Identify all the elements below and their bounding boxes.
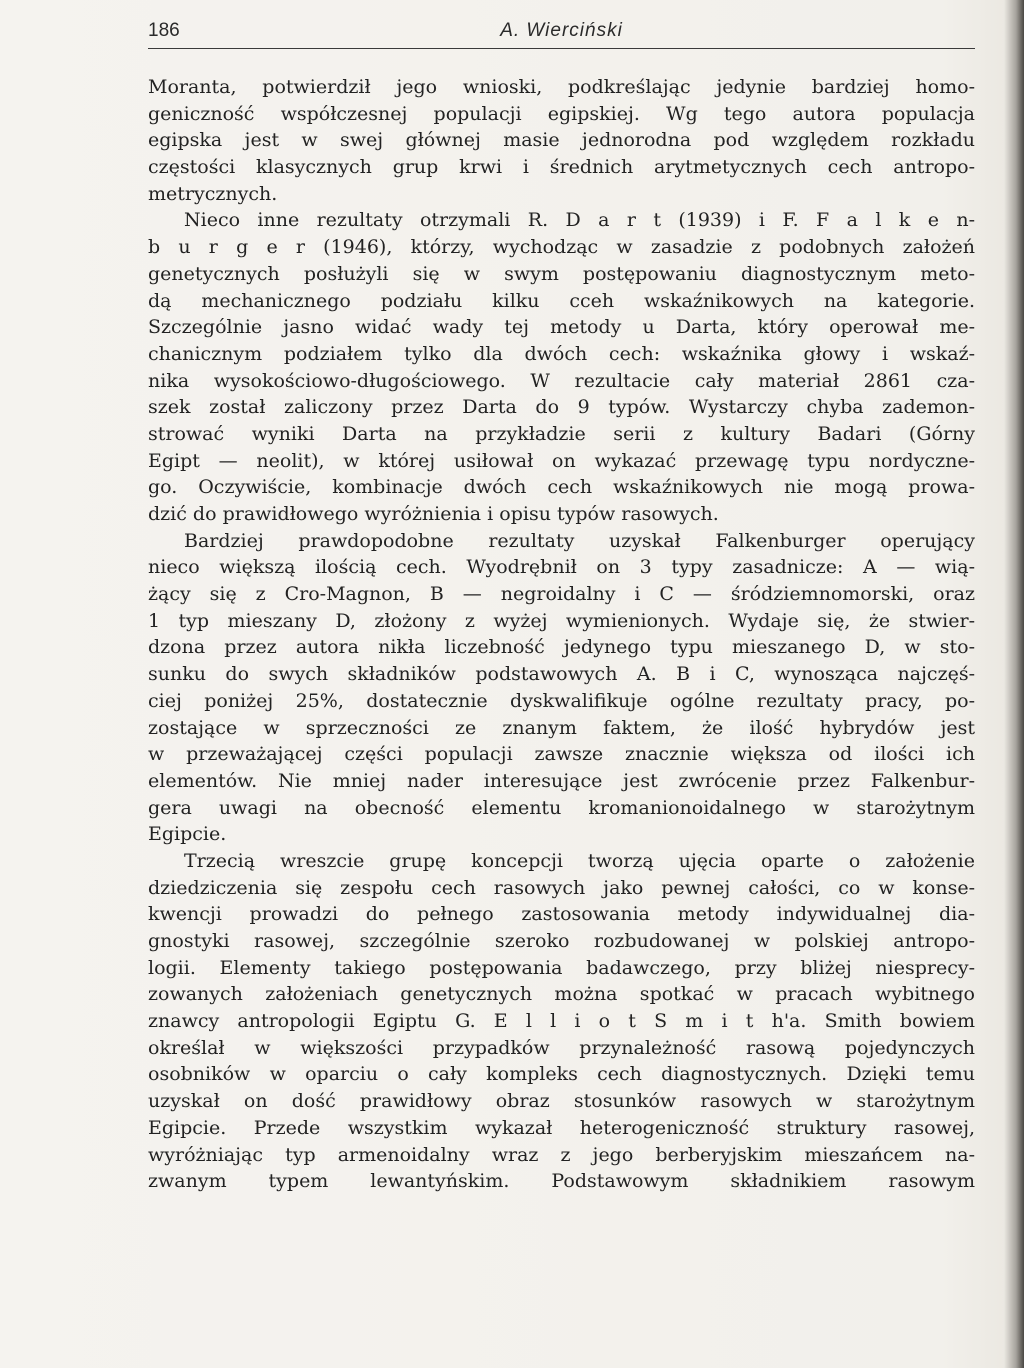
text-line: częstości klasycznych grup krwi i średnich arytmetycznych cech antropo- bbox=[148, 156, 975, 179]
page-header bbox=[148, 18, 975, 49]
text-line: Egipcie. Przede wszystkim wykazał heterogeniczność struktury rasowej, bbox=[148, 1116, 975, 1139]
text-line: dą mechanicznego podziału kilku cceh wskaźnikowych na kategorie. bbox=[148, 289, 975, 312]
text-line: dziedziczenia się zespołu cech rasowych jako pewnej całości, co w konse- bbox=[148, 876, 975, 899]
text-line: uzyskał on dość prawidłowy obraz stosunków rasowych w starożytnym bbox=[148, 1090, 975, 1113]
text-line: zostające w sprzeczności ze znanym faktem, że ilość hybrydów jest bbox=[148, 716, 975, 739]
book-spine-shadow bbox=[1004, 0, 1024, 1368]
text-line: gera uwagi na obecność elementu kromanionoidalnego w starożytnym bbox=[148, 796, 975, 819]
text-line: egipska jest w swej głównej masie jednorodna pod względem rozkładu bbox=[148, 129, 975, 152]
text-line: kwencji prowadzi do pełnego zastosowania metody indywidualnej dia- bbox=[148, 903, 975, 926]
body-text bbox=[148, 74, 975, 1195]
text-line: 1 typ mieszany D, złożony z wyżej wymienionych. Wydaje się, że stwier- bbox=[148, 609, 975, 632]
text-line: zwanym typem lewantyńskim. Podstawowym składnikiem rasowym bbox=[148, 1170, 975, 1193]
text-line: Bardziej prawdopodobne rezultaty uzyskał Falkenburger operujący bbox=[184, 529, 975, 552]
text-line: osobników w oparciu o cały kompleks cech diagnostycznych. Dzięki temu bbox=[148, 1063, 975, 1086]
text-line: logii. Elementy takiego postępowania badawczego, przy bliżej niesprecy- bbox=[148, 956, 975, 979]
text-line: Egipcie. bbox=[148, 823, 227, 846]
text-line: zowanych założeniach genetycznych można spotkać w pracach wybitnego bbox=[148, 983, 975, 1006]
text-line: sunku do swych składników podstawowych A. B i C, wynosząca najczęś- bbox=[148, 663, 975, 686]
text-line: elementów. Nie mniej nader interesujące jest zwrócenie przez Falkenbur- bbox=[148, 769, 975, 792]
text-line: dzić do prawidłowego wyróżnienia i opisu typów rasowych. bbox=[148, 503, 719, 525]
text-line: metrycznych. bbox=[148, 182, 278, 205]
page-number: 186 bbox=[148, 20, 180, 41]
text-line: go. Oczywiście, kombinacje dwóch cech wskaźnikowych nie mogą prowa- bbox=[148, 476, 975, 499]
text-line: geniczność współczesnej populacji egipskiej. Wg tego autora populacja bbox=[148, 102, 975, 125]
text-line: Trzecią wreszcie grupę koncepcji tworzą ujęcia oparte o założenie bbox=[184, 849, 975, 872]
text-line: dzona przez autora nikła liczebność jedynego typu mieszanego D, w sto- bbox=[148, 636, 975, 659]
text-line: określał w większości przypadków przynależność rasową pojedynczych bbox=[148, 1036, 975, 1059]
text-line: strować wyniki Darta na przykładzie serii z kultury Badari (Górny bbox=[148, 422, 975, 445]
text-line: Moranta, potwierdził jego wnioski, podkreślając jedynie bardziej homo- bbox=[148, 76, 975, 98]
running-head: A. Wierciński bbox=[500, 20, 623, 41]
text-line: szek został zaliczony przez Darta do 9 typów. Wystarczy chyba zademon- bbox=[148, 396, 975, 419]
text-line: ciej poniżej 25%, dostatecznie dyskwalifikuje ogólne rezultaty pracy, po- bbox=[148, 689, 975, 712]
text-line: Egipt — neolit), w której usiłował on wykazać przewagę typu nordyczne- bbox=[148, 449, 975, 472]
text-line: wyróżniając typ armenoidalny wraz z jego berberyjskim mieszańcem na- bbox=[148, 1143, 975, 1166]
text-line: nieco większą ilością cech. Wyodrębnił on 3 typy zasadnicze: A — wią- bbox=[148, 556, 975, 579]
text-line: nika wysokościowo-długościowego. W rezultacie cały materiał 2861 cza- bbox=[148, 369, 975, 392]
text-line: żący się z Cro-Magnon, B — negroidalny i C — śródziemnomorski, oraz bbox=[148, 583, 975, 606]
text-line: znawcy antropologii Egiptu G. E l l i o t S m i t h'a. Smith bowiem bbox=[148, 1010, 975, 1033]
text-line: chanicznym podziałem tylko dla dwóch cech: wskaźnika głowy i wskaź- bbox=[148, 342, 975, 365]
text-line: Szczególnie jasno widać wady tej metody u Darta, który operował me- bbox=[148, 316, 975, 339]
text-line: w przeważającej części populacji zawsze znacznie większa od ilości ich bbox=[148, 743, 975, 766]
text-line: Nieco inne rezultaty otrzymali R. D a r t (1939) i F. F a l k e n- bbox=[184, 209, 975, 232]
text-line: genetycznych posłużyli się w swym postępowaniu diagnostycznym meto- bbox=[148, 262, 975, 285]
text-line: gnostyki rasowej, szczególnie szeroko rozbudowanej w polskiej antropo- bbox=[148, 930, 975, 952]
text-line: b u r g e r (1946), którzy, wychodząc w zasadzie z podobnych założeń bbox=[148, 236, 975, 259]
